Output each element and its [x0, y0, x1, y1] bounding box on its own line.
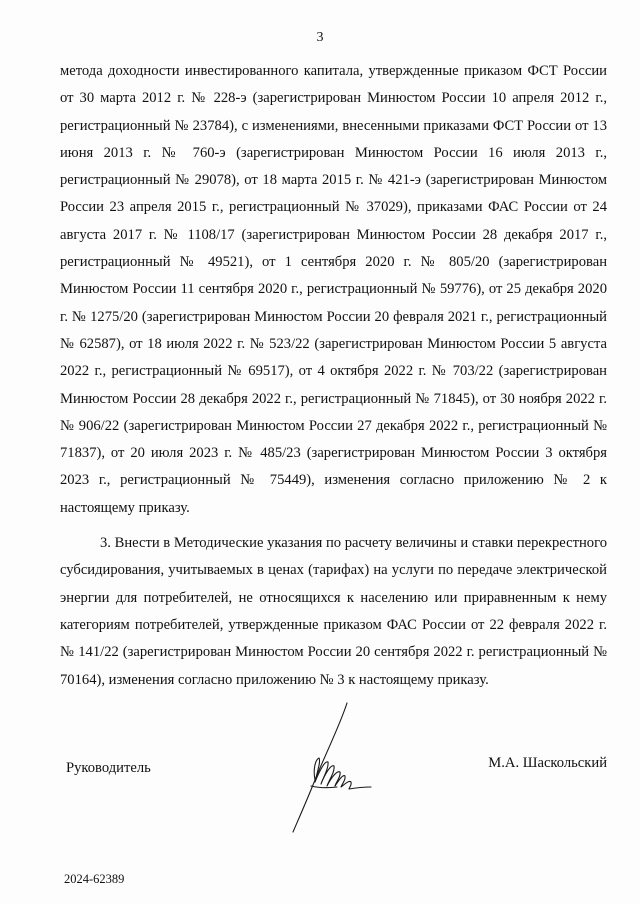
- signer-title: Руководитель: [66, 760, 151, 776]
- paragraph-continuation: метода доходности инвестированного капитала, утвержденные приказом ФСТ России от 30 марта 2012 г. № 228-э (зарегистрирован Минюстом России 10 апреля 2012 г., регистрационный № 23784), с изменениями, внесенными приказами ФСТ России от 13 июня 2013 г. № 760-э (зарегистрирован Минюстом России 16 июля 2013 г., регистрационный № 29078), от 18 марта 2015 г. № 421-э (зарегистрирован Минюстом России 23 апреля 2015 г., регистрационный № 37029), приказами ФАС России от 24 августа 2017 г. № 1108/17 (зарегистрирован Минюстом России 28 декабря 2017 г., регистрационный № 49521), от 1 сентября 2020 г. № 805/20 (зарегистрирован Минюстом России 11 сентября 2020 г., регистрационный № 59776), от 25 декабря 2020 г. № 1275/20 (зарегистрирован Минюстом России 20 февраля 2021 г., регистрационный № 62587), от 18 июля 2022 г. № 523/22 (зарегистрирован Минюстом России 5 августа 2022 г., регистрационный № 69517), от 4 октября 2022 г. № 703/22 (зарегистрирован Минюстом России 28 декабря 2022 г., регистрационный № 71845), от 30 ноября 2022 г. № 906/22 (зарегистрирован Минюстом России 27 декабря 2022 г., регистрационный № 71837), от 20 июля 2023 г. № 485/23 (зарегистрирован Минюстом России 3 октября 2023 г., регистрационный № 75449), изменения согласно приложению № 2 к настоящему приказу.: [60, 63, 607, 516]
- signature-block: [60, 700, 607, 840]
- signer-name: М.А. Шаскольский: [488, 755, 607, 771]
- registration-number: 2024-62389: [64, 872, 125, 886]
- paragraph-item-3: 3. Внести в Методические указания по расчету величины и ставки перекрестного субсидирования, учитываемых в ценах (тарифах) на услуги по передаче электрической энергии для потребителей, не относящихся к населению или приравненным к нему категориям потребителей, утвержденные приказом ФАС России от 22 февраля 2022 г. № 141/22 (зарегистрирован Минюстом России 20 сентября 2022 г. регистрационный № 70164), изменения согласно приложению № 3 к настоящему приказу.: [60, 535, 607, 688]
- handwritten-signature: [285, 700, 375, 835]
- document-body: [60, 58, 607, 694]
- page-number: 3: [316, 30, 324, 45]
